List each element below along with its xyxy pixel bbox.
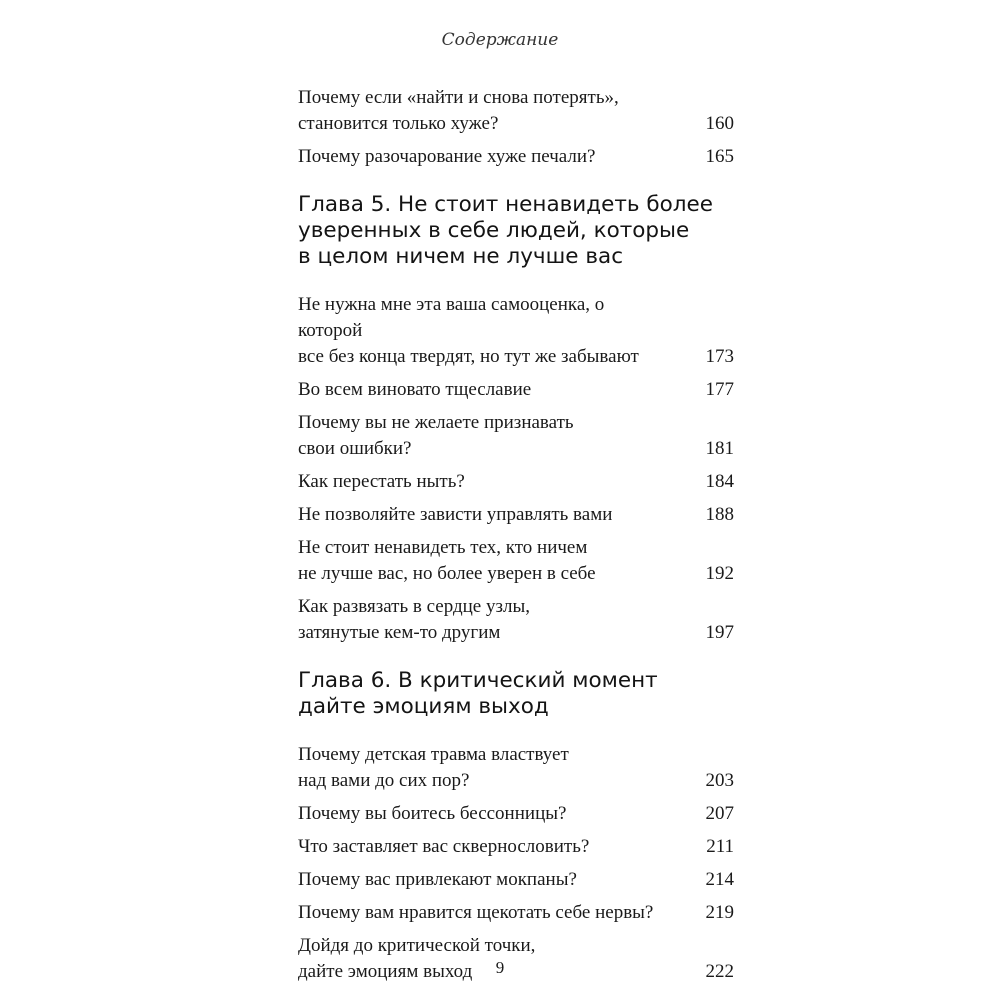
- toc-entry-title: Как перестать ныть?: [298, 471, 465, 492]
- toc-entry-page: 222: [705, 961, 734, 982]
- toc-entry-title: Почему вас привлекают мокпаны?: [298, 869, 577, 890]
- toc-entry-page: 165: [705, 146, 734, 167]
- toc-entry[interactable]: [298, 502, 734, 528]
- toc-entry-title: Не позволяйте зависти управлять вами: [298, 504, 613, 525]
- toc-entry-page: 160: [705, 113, 734, 134]
- chapter-heading: Глава 6. В критический момент дайте эмоциям выход: [298, 668, 658, 719]
- toc-entry-page: 207: [705, 803, 734, 824]
- toc-entry-title: Почему если «найти и снова потерять», становится только хуже?: [298, 87, 619, 134]
- toc-entry[interactable]: [298, 377, 734, 403]
- toc-entry-title: Как развязать в сердце узлы, затянутые кем-то другим: [298, 596, 530, 643]
- chapter-heading: Глава 5. Не стоит ненавидеть более уверенных в себе людей, которые в целом ничем не лучше вас: [298, 192, 714, 269]
- toc-entry-title: Почему вы боитесь бессонницы?: [298, 803, 567, 824]
- toc-entry-page: 177: [705, 379, 734, 400]
- table-of-contents: [298, 85, 734, 992]
- toc-entry[interactable]: [298, 292, 734, 370]
- toc-entry-page: 203: [705, 770, 734, 791]
- toc-entry-page: 214: [705, 869, 734, 890]
- toc-entry[interactable]: [298, 594, 734, 646]
- toc-entry-page: 181: [705, 438, 734, 459]
- toc-entry[interactable]: [298, 85, 734, 137]
- toc-entry-title: Почему детская травма властвует над вами до сих пор?: [298, 744, 569, 791]
- toc-entry[interactable]: [298, 410, 734, 462]
- toc-entry[interactable]: [298, 469, 734, 495]
- toc-entry[interactable]: [298, 900, 734, 926]
- toc-entry-title: Во всем виновато тщеславие: [298, 379, 532, 400]
- toc-entry-page: 192: [705, 563, 734, 584]
- toc-entry-page: 184: [705, 471, 734, 492]
- toc-entry[interactable]: [298, 144, 734, 170]
- toc-entry-page: 173: [705, 346, 734, 367]
- toc-entry-title: Что заставляет вас сквернословить?: [298, 836, 590, 857]
- toc-entry-title: Не нужна мне эта ваша самооценка, о которой все без конца твердят, но тут же забывают: [298, 294, 639, 367]
- page-number: 9: [495, 958, 505, 977]
- toc-entry[interactable]: [298, 801, 734, 827]
- toc-entry-page: 211: [706, 836, 734, 857]
- toc-entry-page: 219: [705, 902, 734, 923]
- toc-entry-title: Почему вам нравится щекотать себе нервы?: [298, 902, 654, 923]
- toc-entry-page: 197: [705, 622, 734, 643]
- toc-entry[interactable]: [298, 867, 734, 893]
- toc-entry-title: Дойдя до критической точки, дайте эмоциям выход: [298, 935, 536, 982]
- toc-entry[interactable]: [298, 535, 734, 587]
- toc-entry-title: Не стоит ненавидеть тех, кто ничем не лучше вас, но более уверен в себе: [298, 537, 596, 584]
- running-head: Содержание: [441, 30, 559, 50]
- toc-entry-page: 188: [705, 504, 734, 525]
- toc-entry-title: Почему разочарование хуже печали?: [298, 146, 596, 167]
- toc-entry[interactable]: [298, 834, 734, 860]
- toc-entry-title: Почему вы не желаете признавать свои ошибки?: [298, 412, 574, 459]
- toc-entry[interactable]: [298, 742, 734, 794]
